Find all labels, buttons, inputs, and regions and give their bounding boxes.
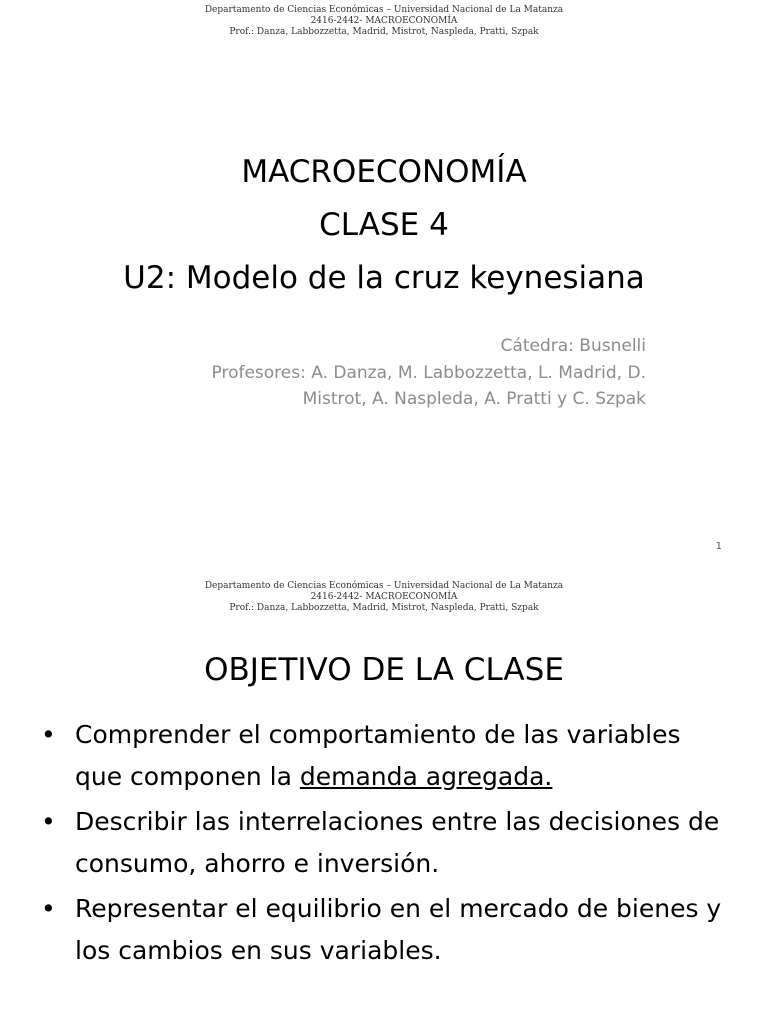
bullet-icon: • bbox=[41, 894, 56, 923]
slide-2 bbox=[0, 576, 768, 1024]
header-professors: Prof.: Danza, Labbozzetta, Madrid, Mistrot, Naspleda, Pratti, Szpak bbox=[229, 27, 539, 37]
bullet-icon: • bbox=[41, 807, 56, 836]
header-department: Departamento de Ciencias Económicas – Universidad Nacional de La Matanza bbox=[204, 581, 564, 591]
list-item bbox=[41, 888, 731, 971]
header-course-code: 2416-2442- MACROECONOMÍA bbox=[310, 592, 458, 602]
slide-header bbox=[0, 581, 768, 614]
slide-subtitle bbox=[212, 333, 646, 412]
header-course-code: 2416-2442- MACROECONOMÍA bbox=[310, 16, 458, 26]
slide-title bbox=[0, 146, 768, 305]
list-item bbox=[41, 714, 731, 797]
bullet-text: Comprender el comportamiento de las variables que componen la bbox=[75, 720, 681, 791]
title-class: CLASE 4 bbox=[319, 207, 449, 243]
header-department: Departamento de Ciencias Económicas – Universidad Nacional de La Matanza bbox=[204, 5, 564, 15]
header-professors: Prof.: Danza, Labbozzetta, Madrid, Mistrot, Naspleda, Pratti, Szpak bbox=[229, 603, 539, 613]
objective-title: OBJETIVO DE LA CLASE bbox=[204, 652, 564, 688]
title-subject: MACROECONOMÍA bbox=[241, 154, 527, 190]
catedra-label: Cátedra: Busnelli bbox=[500, 336, 646, 356]
objective-list bbox=[41, 714, 731, 975]
slide-header bbox=[0, 5, 768, 38]
bullet-text: Representar el equilibrio en el mercado de bienes y los cambios en sus variables. bbox=[75, 894, 722, 965]
page-number: 1 bbox=[715, 541, 722, 552]
title-unit: U2: Modelo de la cruz keynesiana bbox=[123, 260, 645, 296]
underlined-term: demanda agregada. bbox=[299, 761, 553, 791]
profesores-line-1: Profesores: A. Danza, M. Labbozzetta, L. Madrid, D. bbox=[211, 363, 646, 383]
profesores-line-2: Mistrot, A. Naspleda, A. Pratti y C. Szpak bbox=[302, 389, 646, 409]
bullet-text: Describir las interrelaciones entre las decisiones de consumo, ahorro e inversión. bbox=[75, 807, 720, 878]
bullet-icon: • bbox=[41, 720, 56, 749]
list-item bbox=[41, 801, 731, 884]
